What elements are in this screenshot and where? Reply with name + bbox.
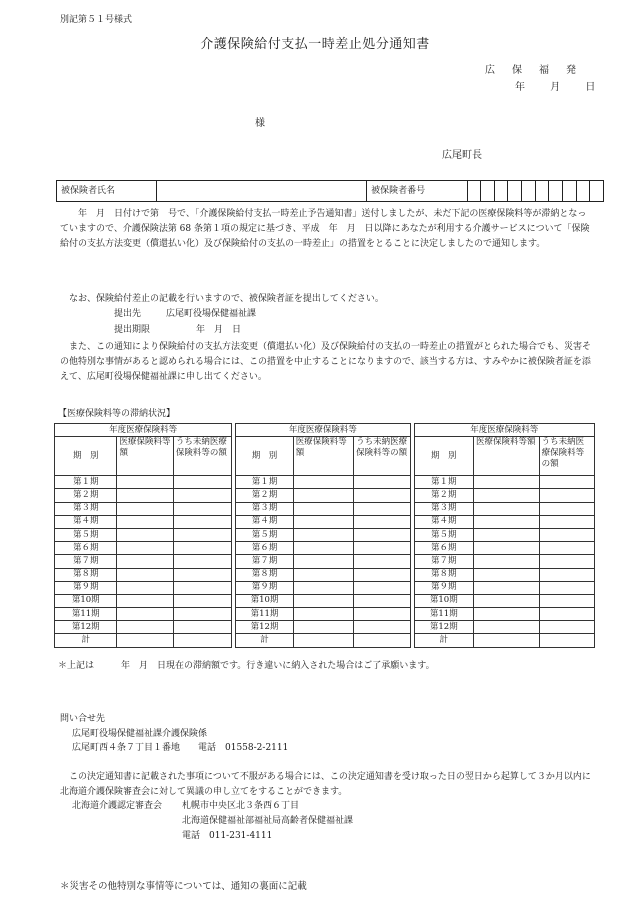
amount-column-header: 医療保険料等額 [117,437,173,476]
period-label: 第６期 [55,542,117,555]
contact-address: 広尾町西４条７丁目１番地 電話 01558-2-2111 [72,743,289,753]
amount-cell[interactable] [474,568,540,581]
issue-date [515,81,617,95]
amount-cell[interactable] [117,568,173,581]
unpaid-cell[interactable] [354,528,410,541]
period-label: 第11期 [55,608,117,621]
period-column-header: 期 別 [414,437,473,476]
amount-cell[interactable] [474,515,540,528]
period-label: 第５期 [236,528,293,541]
arrears-table [54,423,595,648]
amount-cell[interactable] [474,594,540,607]
unpaid-cell[interactable] [173,594,231,607]
period-label: 第７期 [236,555,293,568]
amount-cell[interactable] [474,555,540,568]
amount-column-header: 医療保険料等額 [474,437,540,476]
submission-deadline-value: 年 月 日 [196,325,242,335]
amount-cell[interactable] [117,489,173,502]
unpaid-cell[interactable] [173,515,231,528]
appeal-paragraph: この決定通知書に記載された事項について不服がある場合には、この決定通知書を受け取った日の翌日から起算して３か月以内に北海道介護保険審査会に対して異議の申し立てをすることができます。 [60,772,591,797]
amount-cell[interactable] [117,594,173,607]
appeal-body-department: 北海道保健福祉部福祉局高齢者保健福祉課 [182,816,354,826]
amount-cell[interactable] [117,502,173,515]
period-label: 第９期 [236,581,293,594]
amount-cell[interactable] [293,489,353,502]
contact-department: 広尾町役場保健福祉課介護保険係 [72,729,208,739]
amount-cell[interactable] [474,528,540,541]
unpaid-cell[interactable] [173,542,231,555]
month-label: 月 [550,82,561,93]
amount-cell[interactable] [117,555,173,568]
unpaid-cell[interactable] [539,489,594,502]
arrears-note: ＊上記は 年 月 日現在の滞納額です。行き違いに納入された場合はご了承願います。 [58,661,435,671]
period-label: 第２期 [55,489,117,502]
period-label: 第７期 [414,555,473,568]
table-row [55,608,595,621]
total-label: 計 [55,634,117,647]
period-label: 第８期 [55,568,117,581]
total-row [55,634,595,647]
period-label: 第12期 [414,621,473,634]
unpaid-cell[interactable] [354,621,410,634]
unpaid-cell[interactable] [354,568,410,581]
period-label: 第11期 [236,608,293,621]
amount-cell[interactable] [293,594,353,607]
period-column-header: 期 別 [55,437,117,476]
table-row [55,581,595,594]
period-label: 第８期 [236,568,293,581]
table-row [55,555,595,568]
submission-to-label: 提出先 [114,309,142,319]
period-label: 第３期 [55,502,117,515]
period-label: 第１期 [414,476,473,489]
notice-paragraph-submit: なお、保険給付差止の記載を行いますので、被保険者証を提出してください。 [69,294,384,304]
table-row [55,502,595,515]
period-label: 第10期 [414,594,473,607]
unpaid-cell[interactable] [539,621,594,634]
insured-number-digit[interactable] [590,181,604,202]
insured-name-label: 被保険者氏名 [57,181,157,202]
sender-mayor: 広尾町長 [442,150,482,161]
unpaid-cell[interactable] [354,489,410,502]
period-label: 第８期 [414,568,473,581]
fiscal-year-header: 年度医療保険料等 [236,424,410,437]
period-column-header: 期 別 [236,437,293,476]
notice-paragraph-exception: また、この通知により保険給付の支払方法変更（償還払い化）及び保険給付の支払の一時差止の措置がとられた場合でも、災害その他特別な事情があると認められる場合には、この措置を中止することになりますので、該当する方は、すみやかに被保険者証を添えて、広尾町役場保健福祉課に申し出てください。 [60,342,592,382]
amount-cell[interactable] [474,476,540,489]
total-unpaid-cell[interactable] [539,634,594,647]
unpaid-cell[interactable] [173,621,231,634]
total-unpaid-cell[interactable] [173,634,231,647]
unpaid-cell[interactable] [539,594,594,607]
total-amount-cell[interactable] [293,634,353,647]
unpaid-cell[interactable] [173,489,231,502]
amount-cell[interactable] [474,621,540,634]
notice-paragraph-main: 年 月 日付けで第 号で、「介護保険給付支払一時差止予告通知書」送付しましたが、未だ下記の医療保険料等が滞納となっていますので、介護保険法第 68 条第１項の規定に基づき、平成 年 月 日以降にあなたが利用する介護サービスについて「保険給付の支払方法変更（償還払い化）及び保険給付の支払の一時差止」の措置をとることに決定しましたので通知します。 [60,209,590,249]
amount-cell[interactable] [474,581,540,594]
insured-number-digit[interactable] [576,181,590,202]
period-label: 第３期 [414,502,473,515]
insured-number-digit[interactable] [481,181,495,202]
insured-number-digit[interactable] [467,181,481,202]
unpaid-cell[interactable] [539,608,594,621]
insured-number-digit[interactable] [494,181,508,202]
amount-cell[interactable] [293,608,353,621]
unpaid-cell[interactable] [539,528,594,541]
insured-number-digit[interactable] [535,181,549,202]
table-row [55,476,595,489]
insured-name-field[interactable] [157,181,367,202]
unpaid-cell[interactable] [539,568,594,581]
amount-cell[interactable] [117,528,173,541]
period-label: 第６期 [236,542,293,555]
appeal-body-address: 札幌市中央区北３条西６丁目 [182,801,300,811]
appeal-body-phone: 電話 011-231-4111 [182,831,273,841]
amount-cell[interactable] [293,515,353,528]
amount-cell[interactable] [474,608,540,621]
year-label: 年 [515,82,525,93]
total-amount-cell[interactable] [474,634,540,647]
unpaid-cell[interactable] [173,568,231,581]
table-row [55,594,595,607]
amount-cell[interactable] [293,555,353,568]
amount-cell[interactable] [117,621,173,634]
amount-cell[interactable] [293,581,353,594]
document-title: 介護保険給付支払一時差止処分通知書 [200,37,430,52]
insured-number-digit[interactable] [549,181,563,202]
amount-cell[interactable] [117,476,173,489]
amount-cell[interactable] [293,621,353,634]
period-label: 第９期 [414,581,473,594]
unpaid-cell[interactable] [173,555,231,568]
unpaid-cell[interactable] [173,528,231,541]
amount-cell[interactable] [117,515,173,528]
amount-cell[interactable] [293,528,353,541]
issuer-code: 広保福発 [485,65,593,76]
insured-number-digit[interactable] [522,181,536,202]
unpaid-cell[interactable] [354,502,410,515]
amount-cell[interactable] [117,581,173,594]
unpaid-cell[interactable] [354,515,410,528]
day-label: 日 [585,82,596,93]
submission-to-value: 広尾町役場保健福祉課 [166,309,257,319]
unpaid-column-header: うち未納医療保険料等の額 [354,437,410,476]
submission-deadline-label: 提出期限 [114,325,151,335]
unpaid-cell[interactable] [173,502,231,515]
period-label: 第11期 [414,608,473,621]
period-label: 第３期 [236,502,293,515]
insured-number-digit[interactable] [508,181,522,202]
total-label: 計 [414,634,473,647]
amount-cell[interactable] [474,489,540,502]
amount-cell[interactable] [117,608,173,621]
unpaid-cell[interactable] [173,476,231,489]
total-label: 計 [236,634,293,647]
period-label: 第10期 [236,594,293,607]
period-label: 第12期 [55,621,117,634]
period-label: 第１期 [55,476,117,489]
amount-cell[interactable] [474,502,540,515]
amount-cell[interactable] [293,476,353,489]
period-label: 第４期 [236,515,293,528]
period-label: 第７期 [55,555,117,568]
unpaid-cell[interactable] [539,542,594,555]
period-label: 第４期 [55,515,117,528]
unpaid-cell[interactable] [354,581,410,594]
period-label: 第６期 [414,542,473,555]
form-number: 別記第５１号様式 [60,15,133,25]
submission-destination [114,308,256,320]
insured-info-table [56,180,604,202]
unpaid-column-header: うち未納医療保険料等の額 [539,437,594,476]
submission-deadline [114,324,241,336]
unpaid-cell[interactable] [539,515,594,528]
unpaid-cell[interactable] [354,608,410,621]
amount-cell[interactable] [474,542,540,555]
amount-cell[interactable] [293,568,353,581]
unpaid-cell[interactable] [539,502,594,515]
fiscal-year-header: 年度医療保険料等 [414,424,594,437]
unpaid-cell[interactable] [539,581,594,594]
table-row [55,515,595,528]
table-row [55,568,595,581]
appeal-body-name: 北海道介護認定審査会 [72,801,163,811]
bottom-note: ＊災害その他特別な事情等については、通知の裏面に記載 [60,881,307,892]
amount-cell[interactable] [117,542,173,555]
unpaid-cell[interactable] [354,542,410,555]
unpaid-cell[interactable] [354,476,410,489]
amount-cell[interactable] [293,542,353,555]
period-label: 第５期 [55,528,117,541]
insured-number-label: 被保険者番号 [367,181,467,202]
period-label: 第２期 [236,489,293,502]
table-row [55,528,595,541]
table-row [55,489,595,502]
fiscal-year-header: 年度医療保険料等 [55,424,232,437]
recipient-suffix: 様 [255,118,265,129]
unpaid-cell[interactable] [173,581,231,594]
period-label: 第２期 [414,489,473,502]
total-amount-cell[interactable] [117,634,173,647]
unpaid-column-header: うち未納医療保険料等の額 [173,437,231,476]
total-unpaid-cell[interactable] [354,634,410,647]
amount-column-header: 医療保険料等額 [293,437,353,476]
unpaid-cell[interactable] [354,594,410,607]
table-row [55,542,595,555]
unpaid-cell[interactable] [354,555,410,568]
unpaid-cell[interactable] [173,608,231,621]
unpaid-cell[interactable] [539,476,594,489]
period-label: 第12期 [236,621,293,634]
period-label: 第９期 [55,581,117,594]
period-label: 第１期 [236,476,293,489]
insured-number-digit[interactable] [563,181,577,202]
arrears-status-title: 【医療保険料等の滞納状況】 [58,409,176,419]
amount-cell[interactable] [293,502,353,515]
unpaid-cell[interactable] [539,555,594,568]
period-label: 第５期 [414,528,473,541]
period-label: 第４期 [414,515,473,528]
contact-heading: 問い合せ先 [60,714,106,724]
table-row [55,621,595,634]
period-label: 第10期 [55,594,117,607]
